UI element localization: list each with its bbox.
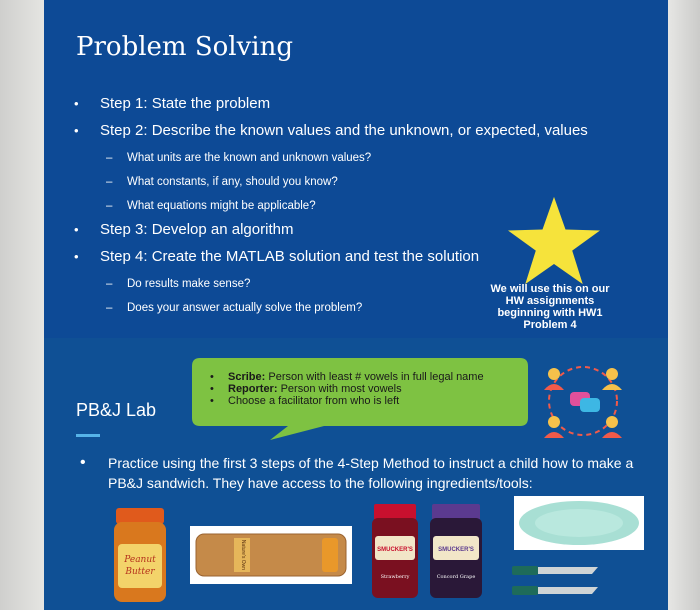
- monitor-bezel-left: [0, 0, 46, 610]
- step-2-sub-2: – What constants, if any, should you know?: [74, 170, 634, 194]
- person-icon: [544, 416, 564, 438]
- chat-bubbles-icon: [570, 392, 600, 412]
- star-icon: [506, 195, 602, 287]
- step-4-sub-2: – Does your answer actually solve the problem?: [74, 296, 634, 320]
- role-scribe: • Scribe: Person with least # vowels in full legal name: [208, 371, 508, 383]
- step-4: • Step 4: Create the MATLAB solution and test the solution: [74, 245, 634, 268]
- plate: [514, 496, 644, 550]
- person-icon: [602, 368, 622, 390]
- step-3: • Step 3: Develop an algorithm: [74, 218, 634, 241]
- svg-text:Nature's Own: Nature's Own: [240, 539, 246, 571]
- lab-title: PB&J Lab: [76, 400, 157, 420]
- role-facilitator: • Choose a facilitator from who is left: [208, 395, 508, 407]
- bread-loaf: [190, 526, 352, 584]
- grape-jelly-jar: [428, 502, 484, 600]
- knives: [512, 560, 602, 604]
- monitor-bezel-right: [666, 0, 700, 610]
- svg-text:Peanut: Peanut: [124, 555, 156, 565]
- strawberry-jam-jar: [370, 502, 420, 600]
- slide: [44, 0, 668, 610]
- svg-text:Strawberry: Strawberry: [380, 574, 410, 580]
- step-2: [74, 119, 634, 142]
- peanut-butter-jar: [112, 506, 168, 604]
- collaboration-icon: [538, 360, 628, 442]
- step-2-text: Step 2: Describe the known values and the unknown, or expected, values: [100, 122, 588, 139]
- svg-text:SMUCKER'S: SMUCKER'S: [438, 547, 474, 553]
- ingredients-row: [44, 496, 668, 610]
- step-1: • Step 1: State the problem: [74, 92, 634, 115]
- step-2-sub-1: – What units are the known and unknown values?: [74, 146, 634, 170]
- step-2-sub-3: – What equations might be applicable?: [74, 194, 634, 218]
- svg-text:Concord Grape: Concord Grape: [436, 574, 476, 580]
- roles-list: [208, 371, 508, 407]
- role-reporter: • Reporter: Person with most vowels: [208, 383, 508, 395]
- practice-text: • Practice using the first 3 steps of the 4-Step Method to instruct a child how to make a PB&J sandwich. They have access to the following ingredients/tools:: [80, 453, 640, 493]
- svg-text:Butter: Butter: [125, 567, 155, 577]
- person-icon: [544, 368, 564, 390]
- step-4-sub-1: – Do results make sense?: [74, 272, 634, 296]
- slide-title: Problem Solving: [76, 32, 294, 62]
- title-underline: [76, 434, 100, 437]
- svg-text:SMUCKER'S: SMUCKER'S: [377, 547, 413, 553]
- hw-note: We will use this on our HW assignments beginning with HW1 Problem 4: [490, 283, 610, 331]
